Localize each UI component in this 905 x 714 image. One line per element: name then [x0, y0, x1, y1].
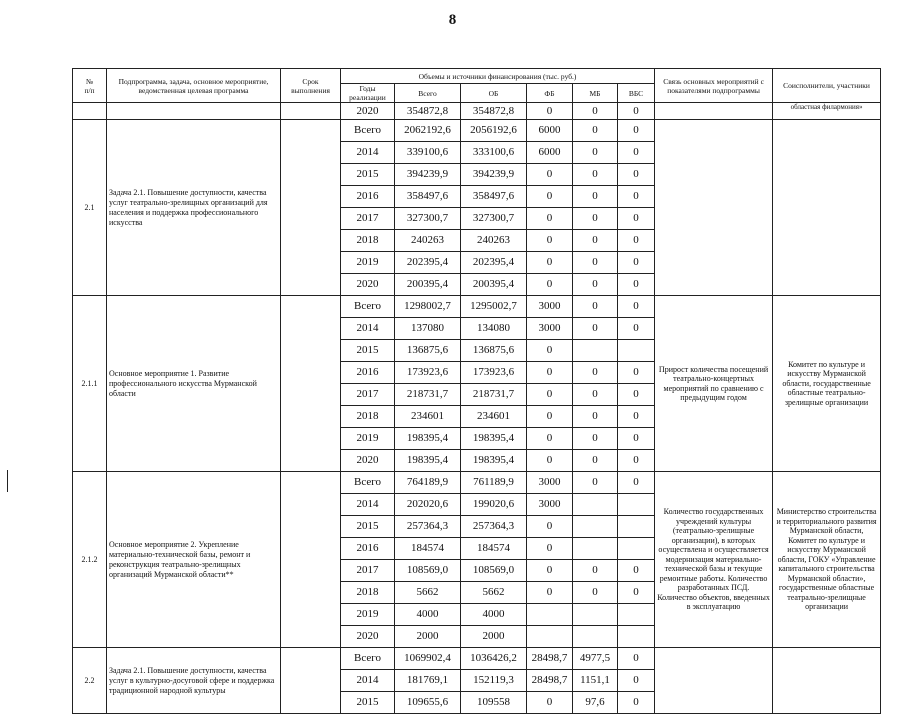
cell-vbs: 0 — [618, 120, 655, 142]
cell-mb: 4977,5 — [573, 648, 618, 670]
cell-vbs: 0 — [618, 560, 655, 582]
cell-year: 2018 — [341, 230, 395, 252]
cell-fb: 0 — [527, 230, 573, 252]
cell-link — [655, 103, 773, 120]
cell-description: Основное мероприятие 2. Укрепление материально-технической базы, ремонт и реконструкция театрально-зрелищных организаций Мурманской области** — [107, 472, 281, 648]
cell-coexecutors — [773, 648, 881, 714]
cell-code: 2.1.1 — [73, 296, 107, 472]
cell-fb: 0 — [527, 208, 573, 230]
cell-mb: 0 — [573, 252, 618, 274]
cell-vbs: 0 — [618, 103, 655, 120]
cell-year: 2016 — [341, 186, 395, 208]
cell-mb: 97,6 — [573, 692, 618, 714]
cell-mb: 0 — [573, 560, 618, 582]
cell-total: 354872,8 — [395, 103, 461, 120]
cell-year: 2015 — [341, 692, 395, 714]
cell-total: 1298002,7 — [395, 296, 461, 318]
cell-ob: 333100,6 — [461, 142, 527, 164]
cell-vbs: 0 — [618, 230, 655, 252]
cell-vbs: 0 — [618, 318, 655, 340]
cell-total: 200395,4 — [395, 274, 461, 296]
cell-vbs: 0 — [618, 142, 655, 164]
cell-fb: 3000 — [527, 472, 573, 494]
cell-year: Всего — [341, 648, 395, 670]
cell-ob: 152119,3 — [461, 670, 527, 692]
cell-fb: 28498,7 — [527, 670, 573, 692]
cell-fb: 0 — [527, 692, 573, 714]
cell-vbs: 0 — [618, 296, 655, 318]
cell-fb: 0 — [527, 450, 573, 472]
cell-ob: 200395,4 — [461, 274, 527, 296]
cell-indicator-link — [655, 120, 773, 296]
cell-total: 234601 — [395, 406, 461, 428]
cell-mb: 0 — [573, 406, 618, 428]
page-number: 8 — [448, 12, 457, 28]
cell-vbs: 0 — [618, 428, 655, 450]
cell-total: 2062192,6 — [395, 120, 461, 142]
cell-ob: 394239,9 — [461, 164, 527, 186]
cell-mb: 0 — [573, 318, 618, 340]
cell-mb: 0 — [573, 362, 618, 384]
cell-fb: 0 — [527, 164, 573, 186]
cell-num — [73, 103, 107, 120]
cell-vbs: 0 — [618, 450, 655, 472]
cell-fb: 6000 — [527, 120, 573, 142]
cell-year: 2020 — [341, 450, 395, 472]
cell-mb: 0 — [573, 142, 618, 164]
cell-ob: 2056192,6 — [461, 120, 527, 142]
cell-total: 202020,6 — [395, 494, 461, 516]
cell-ob: 202395,4 — [461, 252, 527, 274]
cell-code: 2.2 — [73, 648, 107, 714]
cell-fb: 6000 — [527, 142, 573, 164]
cell-ob: 257364,3 — [461, 516, 527, 538]
cell-total: 137080 — [395, 318, 461, 340]
header-years: Годы реализации — [341, 84, 395, 103]
cell-fb: 0 — [527, 406, 573, 428]
cell-year: Всего — [341, 296, 395, 318]
cell-total: 5662 — [395, 582, 461, 604]
cell-year: 2019 — [341, 428, 395, 450]
cell-total: 764189,9 — [395, 472, 461, 494]
cell-vbs: 0 — [618, 692, 655, 714]
cell-mb: 0 — [573, 230, 618, 252]
cell-fb: 28498,7 — [527, 648, 573, 670]
funding-table — [72, 68, 881, 714]
cell-vbs: 0 — [618, 406, 655, 428]
table-row — [73, 120, 881, 142]
cell-mb — [573, 626, 618, 648]
cell-year: 2018 — [341, 406, 395, 428]
cell-fb: 3000 — [527, 296, 573, 318]
cell-vbs: 0 — [618, 274, 655, 296]
cell-total: 108569,0 — [395, 560, 461, 582]
cell-year: 2014 — [341, 318, 395, 340]
cell-vbs: 0 — [618, 670, 655, 692]
cell-fb: 0 — [527, 186, 573, 208]
cell-fb: 3000 — [527, 494, 573, 516]
cell-fb: 0 — [527, 252, 573, 274]
cell-ob: 2000 — [461, 626, 527, 648]
table-row — [73, 296, 881, 318]
cell-fb: 0 — [527, 274, 573, 296]
cell-mb — [573, 340, 618, 362]
cell-fb: 0 — [527, 428, 573, 450]
cell-total: 218731,7 — [395, 384, 461, 406]
cell-ob: 173923,6 — [461, 362, 527, 384]
cell-year: 2020 — [341, 274, 395, 296]
cell-vbs: 0 — [618, 362, 655, 384]
cell-fb: 0 — [527, 516, 573, 538]
cell-coexec: областная филармония» — [773, 103, 881, 120]
cell-total: 198395,4 — [395, 428, 461, 450]
cell-fb — [527, 626, 573, 648]
cell-total: 184574 — [395, 538, 461, 560]
cell-mb: 0 — [573, 582, 618, 604]
cell-mb: 0 — [573, 186, 618, 208]
cell-mb: 0 — [573, 472, 618, 494]
cell-year: 2016 — [341, 538, 395, 560]
cell-ob: 327300,7 — [461, 208, 527, 230]
cell-fb: 0 — [527, 560, 573, 582]
cell-ob: 354872,8 — [461, 103, 527, 120]
cell-year: 2017 — [341, 560, 395, 582]
margin-mark — [7, 470, 8, 492]
cell-term — [281, 103, 341, 120]
cell-vbs: 0 — [618, 186, 655, 208]
cell-year: 2020 — [341, 103, 395, 120]
cell-year: 2017 — [341, 384, 395, 406]
cell-total: 109655,6 — [395, 692, 461, 714]
cell-term — [281, 648, 341, 714]
cell-vbs — [618, 604, 655, 626]
cell-vbs — [618, 626, 655, 648]
cell-fb: 0 — [527, 582, 573, 604]
cell-year: 2014 — [341, 142, 395, 164]
header-subprogram: Подпрограмма, задача, основное мероприятие, ведомственная целевая программа — [107, 69, 281, 103]
header-fb: ФБ — [527, 84, 573, 103]
cell-year: 2014 — [341, 494, 395, 516]
cell-term — [281, 296, 341, 472]
cell-year: 2020 — [341, 626, 395, 648]
cell-indicator-link: Прирост количества посещений театрально-концертных мероприятий по сравнению с предыдущим годом — [655, 296, 773, 472]
cell-ob: 134080 — [461, 318, 527, 340]
cell-year: 2017 — [341, 208, 395, 230]
cell-coexecutors: Министерство строительства и территориального развития Мурманской области, Комитет по культуре и искусству Мурманской области, ГОКУ «Управление капитального строительства Мурманской области», государственные областные театрально-зрелищные организации — [773, 472, 881, 648]
cell-ob: 108569,0 — [461, 560, 527, 582]
cell-ob: 218731,7 — [461, 384, 527, 406]
cell-vbs: 0 — [618, 384, 655, 406]
cell-year: 2014 — [341, 670, 395, 692]
cell-fb — [527, 604, 573, 626]
cell-ob: 5662 — [461, 582, 527, 604]
cell-ob: 761189,9 — [461, 472, 527, 494]
cell-mb: 0 — [573, 428, 618, 450]
cell-description: Основное мероприятие 1. Развитие профессионального искусства Мурманской области — [107, 296, 281, 472]
cell-year: 2016 — [341, 362, 395, 384]
cell-fb: 0 — [527, 538, 573, 560]
cell-year: Всего — [341, 120, 395, 142]
cell-coexecutors: Комитет по культуре и искусству Мурманской области, государственные областные театрально-зрелищные организации — [773, 296, 881, 472]
header-coexec: Соисполнители, участники — [773, 69, 881, 103]
cell-vbs: 0 — [618, 648, 655, 670]
cell-mb — [573, 494, 618, 516]
table-row — [73, 103, 881, 120]
cell-total: 4000 — [395, 604, 461, 626]
table-row — [73, 472, 881, 494]
cell-ob: 1295002,7 — [461, 296, 527, 318]
cell-year: 2019 — [341, 604, 395, 626]
cell-vbs — [618, 494, 655, 516]
cell-total: 358497,6 — [395, 186, 461, 208]
cell-total: 136875,6 — [395, 340, 461, 362]
cell-mb: 0 — [573, 208, 618, 230]
cell-total: 327300,7 — [395, 208, 461, 230]
cell-ob: 240263 — [461, 230, 527, 252]
cell-year: 2015 — [341, 340, 395, 362]
cell-total: 240263 — [395, 230, 461, 252]
cell-total: 181769,1 — [395, 670, 461, 692]
cell-total: 173923,6 — [395, 362, 461, 384]
cell-vbs: 0 — [618, 472, 655, 494]
cell-term — [281, 120, 341, 296]
cell-mb: 1151,1 — [573, 670, 618, 692]
cell-fb: 0 — [527, 103, 573, 120]
cell-ob: 1036426,2 — [461, 648, 527, 670]
cell-mb: 0 — [573, 103, 618, 120]
cell-mb: 0 — [573, 296, 618, 318]
cell-code: 2.1.2 — [73, 472, 107, 648]
cell-indicator-link — [655, 648, 773, 714]
cell-vbs: 0 — [618, 164, 655, 186]
cell-mb: 0 — [573, 450, 618, 472]
cell-total: 202395,4 — [395, 252, 461, 274]
header-vbs: ВБС — [618, 84, 655, 103]
cell-mb: 0 — [573, 384, 618, 406]
cell-ob: 198395,4 — [461, 450, 527, 472]
cell-vbs — [618, 516, 655, 538]
cell-ob: 4000 — [461, 604, 527, 626]
cell-mb — [573, 604, 618, 626]
cell-fb: 0 — [527, 362, 573, 384]
cell-mb: 0 — [573, 164, 618, 186]
table-row — [73, 648, 881, 670]
header-total: Всего — [395, 84, 461, 103]
cell-mb: 0 — [573, 120, 618, 142]
cell-fb: 0 — [527, 384, 573, 406]
cell-total: 1069902,4 — [395, 648, 461, 670]
cell-total: 394239,9 — [395, 164, 461, 186]
cell-total: 257364,3 — [395, 516, 461, 538]
cell-ob: 358497,6 — [461, 186, 527, 208]
cell-mb: 0 — [573, 274, 618, 296]
cell-fb: 3000 — [527, 318, 573, 340]
header-ob: ОБ — [461, 84, 527, 103]
header-mb: МБ — [573, 84, 618, 103]
cell-ob: 136875,6 — [461, 340, 527, 362]
cell-mb — [573, 538, 618, 560]
cell-indicator-link: Количество государственных учреждений культуры (театрально-зрелищные организации), в которых осуществлена и осуществляется модернизация материально-технической базы и текущие ремонтные работы. Количество разработанных ПСД. Количество объектов, введенных в эксплуатацию — [655, 472, 773, 648]
cell-description: Задача 2.1. Повышение доступности, качества услуг театрально-зрелищных организаций для населения и поддержка профессионального искусства — [107, 120, 281, 296]
header-link: Связь основных мероприятий с показателями подпрограммы — [655, 69, 773, 103]
cell-desc — [107, 103, 281, 120]
cell-coexecutors — [773, 120, 881, 296]
cell-total: 2000 — [395, 626, 461, 648]
cell-year: Всего — [341, 472, 395, 494]
cell-code: 2.1 — [73, 120, 107, 296]
cell-ob: 184574 — [461, 538, 527, 560]
cell-total: 339100,6 — [395, 142, 461, 164]
cell-year: 2015 — [341, 164, 395, 186]
cell-vbs: 0 — [618, 252, 655, 274]
header-term: Срок выполнения — [281, 69, 341, 103]
cell-ob: 109558 — [461, 692, 527, 714]
cell-year: 2015 — [341, 516, 395, 538]
cell-ob: 234601 — [461, 406, 527, 428]
cell-year: 2018 — [341, 582, 395, 604]
cell-ob: 198395,4 — [461, 428, 527, 450]
cell-mb — [573, 516, 618, 538]
cell-vbs — [618, 538, 655, 560]
cell-fb: 0 — [527, 340, 573, 362]
header-funding: Объемы и источники финансирования (тыс. руб.) — [341, 69, 655, 84]
cell-total: 198395,4 — [395, 450, 461, 472]
cell-vbs: 0 — [618, 582, 655, 604]
cell-description: Задача 2.1. Повышение доступности, качества услуг в культурно-досуговой сфере и поддержка традиционной народной культуры — [107, 648, 281, 714]
cell-year: 2019 — [341, 252, 395, 274]
cell-ob: 199020,6 — [461, 494, 527, 516]
header-num: № п/п — [73, 69, 107, 103]
cell-vbs — [618, 340, 655, 362]
cell-vbs: 0 — [618, 208, 655, 230]
cell-term — [281, 472, 341, 648]
